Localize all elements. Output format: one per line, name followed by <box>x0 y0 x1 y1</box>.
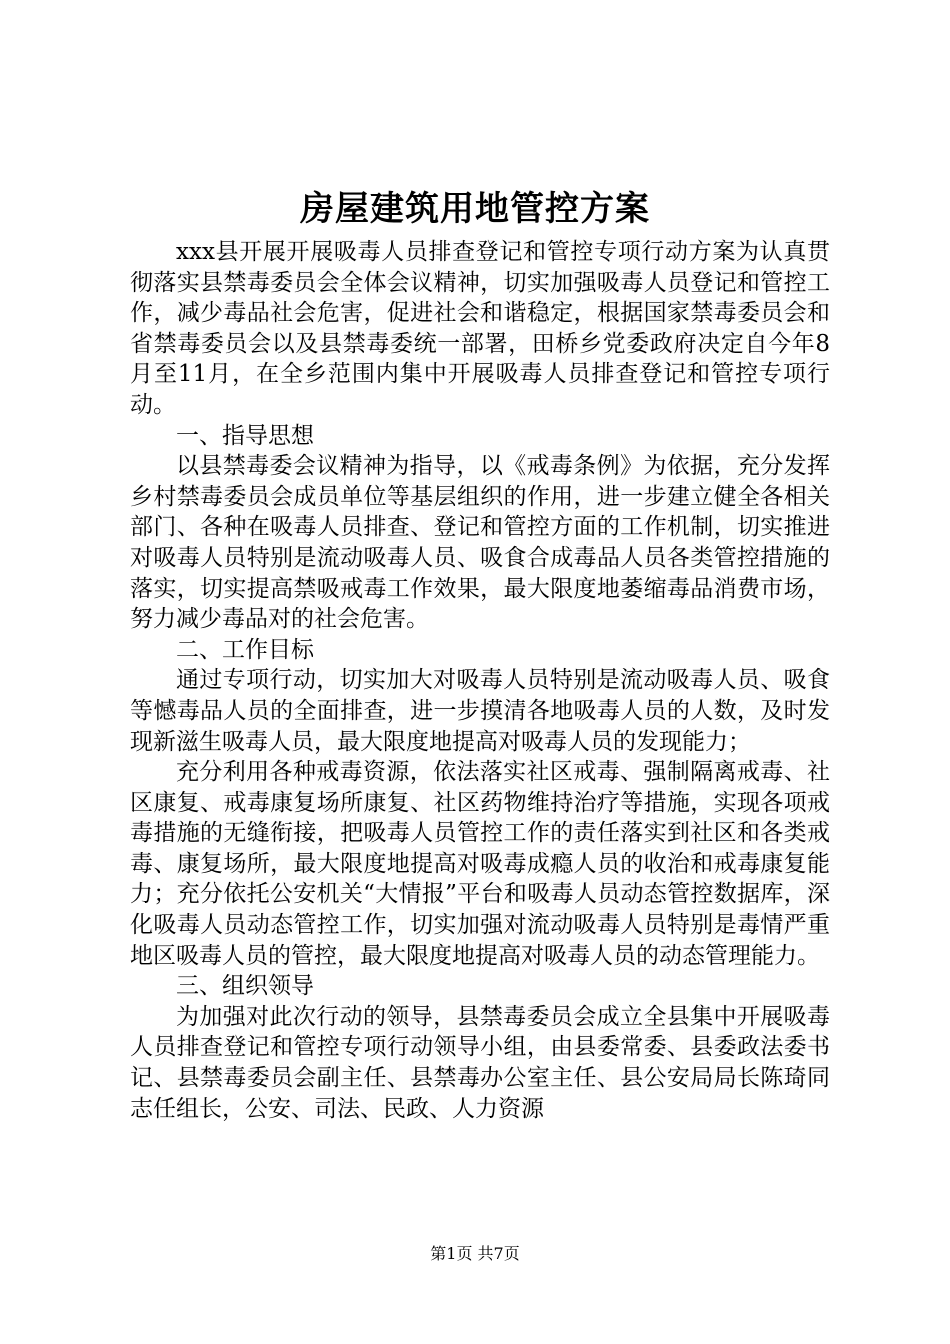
paragraph-guiding-ideology: 以县禁毒委会议精神为指导，以《戒毒条例》为依据，充分发挥乡村禁毒委员会成员单位等基层组织的作用，进一步建立健全各相关部门、各种在吸毒人员排查、登记和管控方面的工作机制，切实推进对吸毒人员特别是流动吸毒人员、吸食合成毒品人员各类管控措施的落实，切实提高禁吸戒毒工作效果，最大限度地萎缩毒品消费市场，努力减少毒品对的社会危害。 <box>130 453 830 633</box>
page-number-footer: 第1页 共7页 <box>430 1244 520 1263</box>
document-title: 房屋建筑用地管控方案 <box>300 189 650 229</box>
paragraph-work-goals-2: 充分利用各种戒毒资源，依法落实社区戒毒、强制隔离戒毒、社区康复、戒毒康复场所康复、社区药物维持治疗等措施，实现各项戒毒措施的无缝衔接，把吸毒人员管控工作的责任落实到社区和各类戒毒、康复场所，最大限度地提高对吸毒成瘾人员的收治和戒毒康复能力；充分依托公安机关“大情报”平台和吸毒人员动态管控数据库，深化吸毒人员动态管控工作，切实加强对流动吸毒人员特别是毒情严重地区吸毒人员的管控，最大限度地提高对吸毒人员的动态管理能力。 <box>130 759 830 969</box>
document-body <box>130 237 830 1124</box>
paragraph-intro: xxx县开展开展吸毒人员排查登记和管控专项行动方案为认真贯彻落实县禁毒委员会全体会议精神，切实加强吸毒人员登记和管控工作，减少毒品社会危害，促进社会和谐稳定，根据国家禁毒委员会和省禁毒委员会以及县禁毒委统一部署，田桥乡党委政府决定自今年8月至11月，在全乡范围内集中开展吸毒人员排查登记和管控专项行动。 <box>130 239 830 418</box>
paragraph-work-goals-1: 通过专项行动，切实加大对吸毒人员特别是流动吸毒人员、吸食等憾毒品人员的全面排查，进一步摸清各地吸毒人员的人数，及时发现新滋生吸毒人员，最大限度地提高对吸毒人员的发现能力； <box>130 667 830 755</box>
section-heading-organization: 三、组织领导 <box>176 973 314 1000</box>
section-heading-work-goals: 二、工作目标 <box>176 636 314 663</box>
section-heading-guiding-ideology: 一、指导思想 <box>176 422 314 449</box>
paragraph-organization: 为加强对此次行动的领导，县禁毒委员会成立全县集中开展吸毒人员排查登记和管控专项行动领导小组，由县委常委、县委政法委书记、县禁毒委员会副主任、县禁毒办公室主任、县公安局局长陈琦同志任组长，公安、司法、民政、人力资源 <box>130 1003 830 1122</box>
